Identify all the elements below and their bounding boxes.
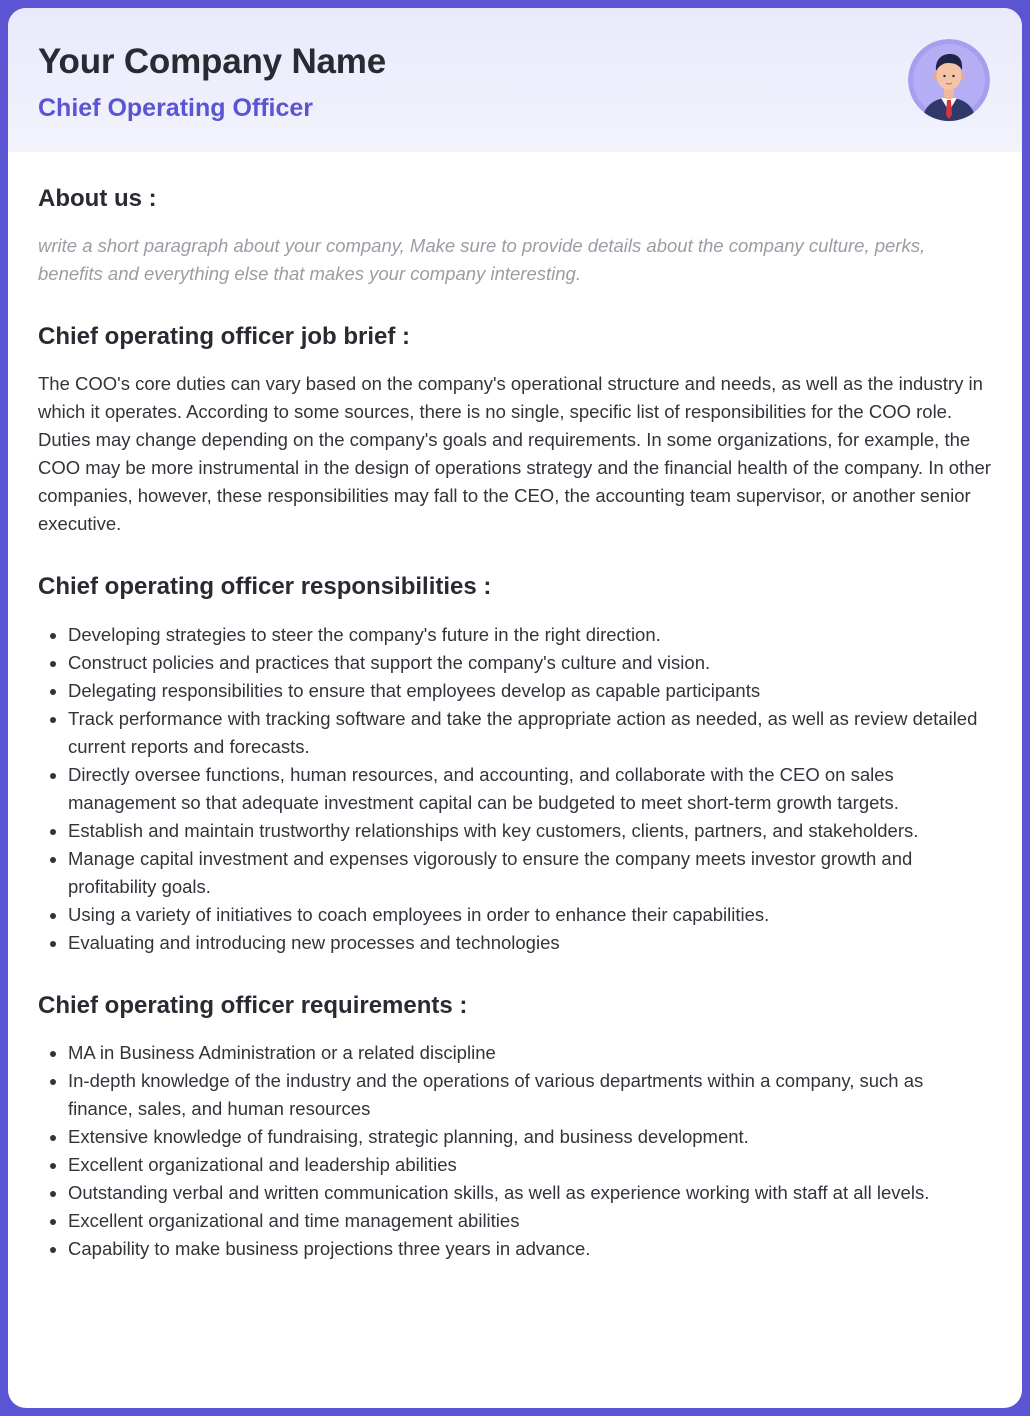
responsibilities-list: [38, 621, 992, 957]
list-item: • Outstanding verbal and written communication skills, as well as experience working with staff at all levels.: [68, 1179, 992, 1207]
job-description-card: [8, 8, 1022, 1408]
requirements-heading: Chief operating officer requirements :: [38, 991, 468, 1019]
list-item: • Delegating responsibilities to ensure that employees develop as capable participants: [68, 677, 992, 705]
avatar-illustration: [908, 39, 990, 121]
list-item: • Capability to make business projections three years in advance.: [68, 1235, 992, 1263]
requirements-list: [38, 1039, 992, 1263]
list-item: • Using a variety of initiatives to coach employees in order to enhance their capabilities.: [68, 901, 992, 929]
content: [8, 152, 1022, 1263]
about-heading: About us :: [38, 185, 157, 212]
list-item: • Extensive knowledge of fundraising, strategic planning, and business development.: [68, 1123, 992, 1151]
list-item: • MA in Business Administration or a related discipline: [68, 1039, 992, 1067]
list-item: • Manage capital investment and expenses vigorously to ensure the company meets investor growth and profitability goals.: [68, 845, 992, 901]
businessman-avatar-icon: [908, 39, 990, 121]
company-name: Your Company Name: [38, 42, 386, 81]
list-item: • Establish and maintain trustworthy relationships with key customers, clients, partners, and stakeholders.: [68, 817, 992, 845]
job-brief-heading: Chief operating officer job brief :: [38, 323, 411, 351]
list-item: • In-depth knowledge of the industry and the operations of various departments within a company, such as finance, sales, and human resources: [68, 1067, 992, 1123]
responsibilities-heading: Chief operating officer responsibilities :: [38, 573, 492, 601]
header: [8, 8, 1022, 152]
list-item: • Excellent organizational and leadership abilities: [68, 1151, 992, 1179]
list-item: • Track performance with tracking software and take the appropriate action as needed, as well as review detailed current reports and forecasts.: [68, 705, 992, 761]
list-item: • Developing strategies to steer the company's future in the right direction.: [68, 621, 992, 649]
list-item: • Excellent organizational and time management abilities: [68, 1207, 992, 1235]
job-title: Chief Operating Officer: [38, 94, 314, 122]
list-item: • Directly oversee functions, human resources, and accounting, and collaborate with the CEO on sales management so that adequate investment capital can be budgeted to meet short-term growth targets.: [68, 761, 992, 817]
job-brief-text: The COO's core duties can vary based on the company's operational structure and needs, as well as the industry in which it operates. According to some sources, there is no single, specific list of responsibilities for the COO role. Duties may change depending on the company's goals and requirements. In some organizations, for example, the COO may be more instrumental in the design of operations strategy and the financial health of the company. In other companies, however, these responsibilities may fall to the CEO, the accounting team supervisor, or another senior executive.: [38, 373, 991, 535]
about-placeholder: write a short paragraph about your company, Make sure to provide details about the company culture, perks, benefits and everything else that makes your company interesting.: [38, 235, 926, 285]
list-item: • Evaluating and introducing new processes and technologies: [68, 929, 992, 957]
list-item: • Construct policies and practices that support the company's culture and vision.: [68, 649, 992, 677]
